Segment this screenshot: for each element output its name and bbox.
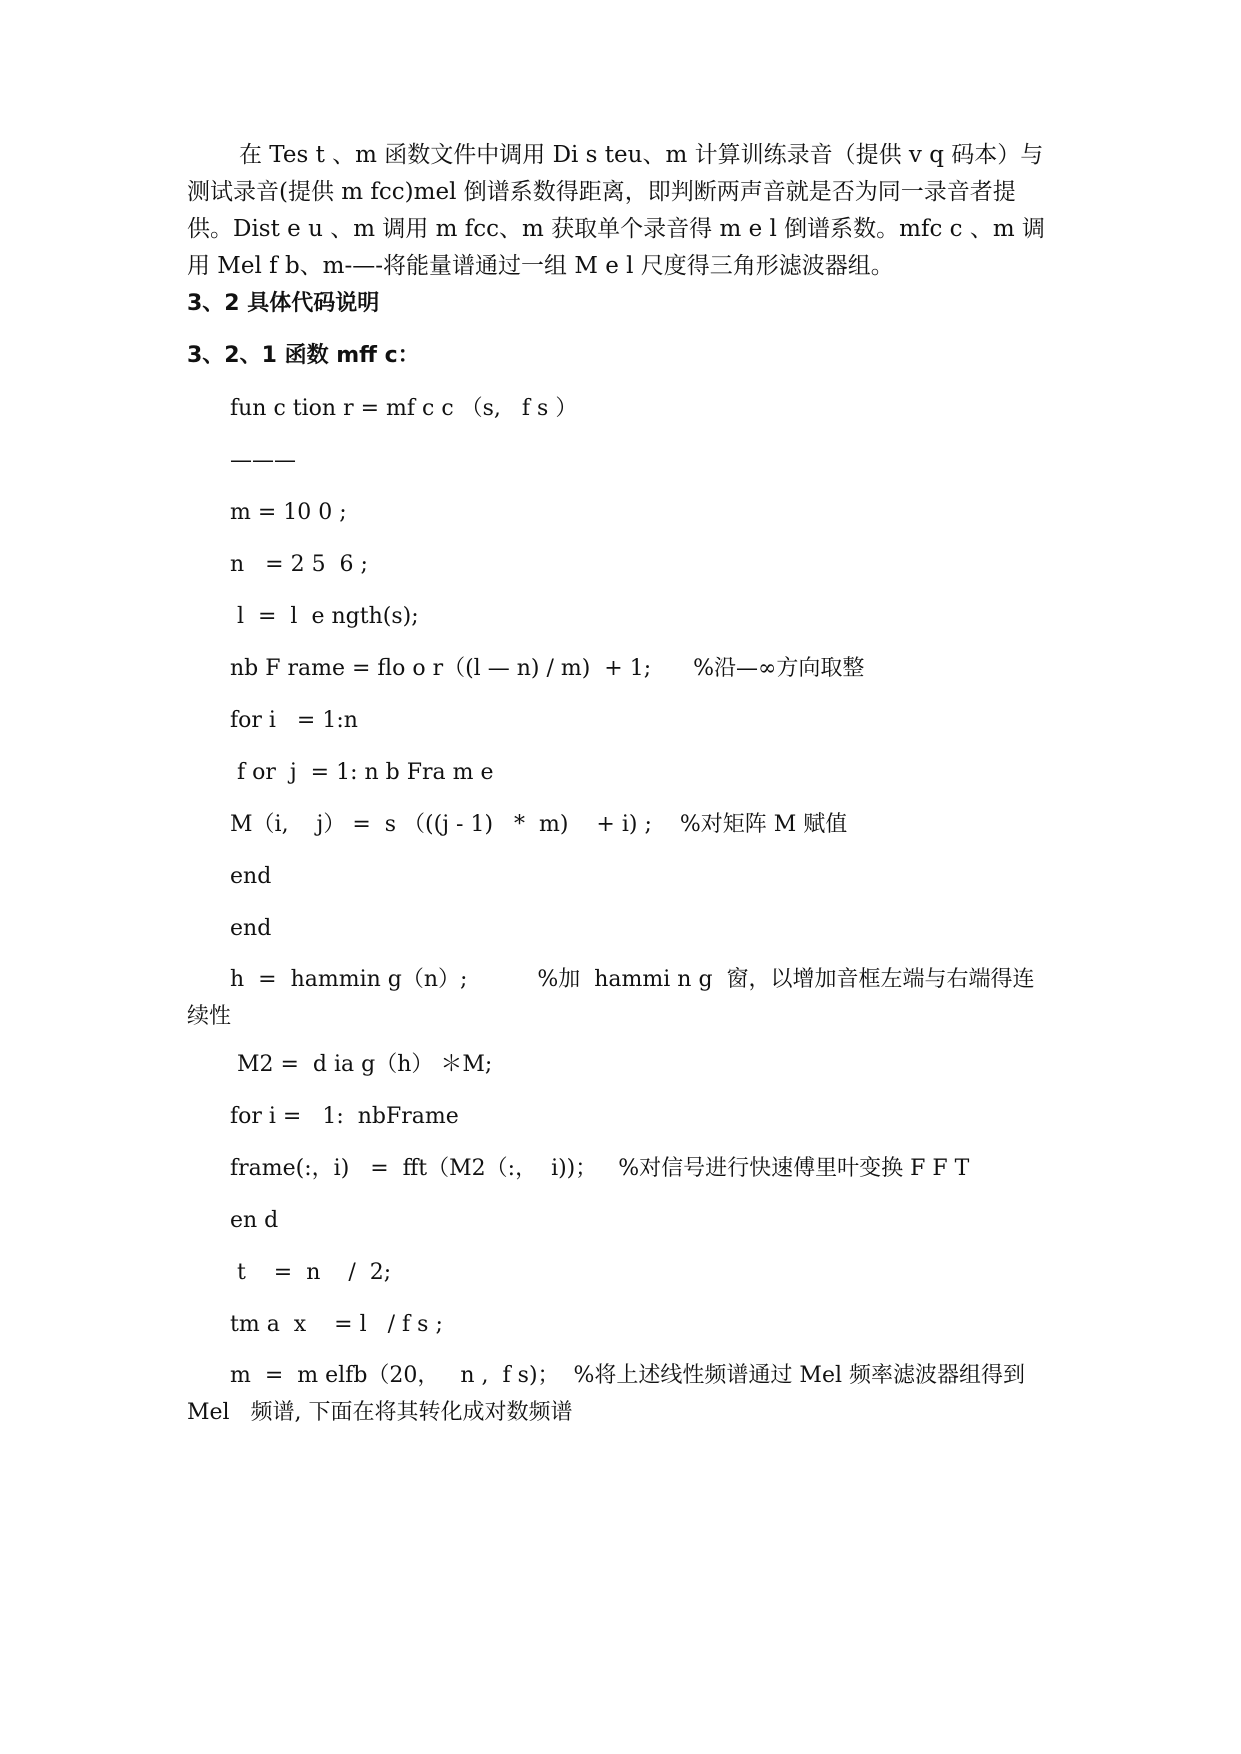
- subsection-heading: 3、2、1 函数 mff c：: [187, 343, 420, 368]
- intro-paragraph: 在 Tes t 、m 函数文件中调用 Di s teu、m 计算训练录音（提供 v q 码本）与测试录音(提供 m fcc)mel 倒谱系数得距离，即判断两声音就是否为同一录音者提供。Dist e u 、m 调用 m fcc、m 获取单个录音得 m e l 倒谱系数。mfc c 、m 调用 Mel f b、m-—-将能量谱通过一组 M e l 尺度得三角形滤波器组。: [187, 142, 1045, 279]
- code-line: en d: [230, 1208, 279, 1233]
- code-line: l = l e ngth(s);: [230, 604, 419, 629]
- code-line: m = m elfb（20， n , f s)； %将上述线性频谱通过 Mel 频率滤波器组得到 Mel 频谱, 下面在将其转化成对数频谱: [187, 1363, 1032, 1425]
- code-line: ———: [230, 448, 296, 473]
- code-line: fun c tion r = mf c c （s, f s ）: [230, 396, 578, 421]
- code-line: frame(:，i) = fft（M2（:， i))； %对信号进行快速傅里叶变换 F F T: [230, 1156, 970, 1181]
- section-heading: 3、2 具体代码说明: [187, 291, 380, 316]
- code-line: tm a x = l / f s ;: [230, 1312, 443, 1337]
- code-line: for i = 1: nbFrame: [230, 1104, 459, 1129]
- code-line: n = 2 5 6 ;: [230, 552, 368, 577]
- code-line: t = n / 2;: [230, 1260, 392, 1285]
- code-line: M2 = d ia g（h） ＊M;: [230, 1052, 493, 1077]
- code-line: nb F rame = flo o r（(l — n) / m) + 1; %沿—∞方向取整: [230, 656, 865, 681]
- code-line: for i = 1:n: [230, 708, 358, 733]
- code-line: M（i, j） = s （((j - 1) * m) + i) ; %对矩阵 M 赋值: [230, 812, 848, 837]
- code-line: m = 10 0 ;: [230, 500, 347, 525]
- code-line: h = hammin g（n）; %加 hammi n g 窗，以增加音框左端与右端得连续性: [187, 967, 1035, 1029]
- code-line: end: [230, 864, 272, 889]
- code-line: f or j = 1: n b Fra m e: [230, 760, 494, 785]
- code-line: end: [230, 916, 272, 941]
